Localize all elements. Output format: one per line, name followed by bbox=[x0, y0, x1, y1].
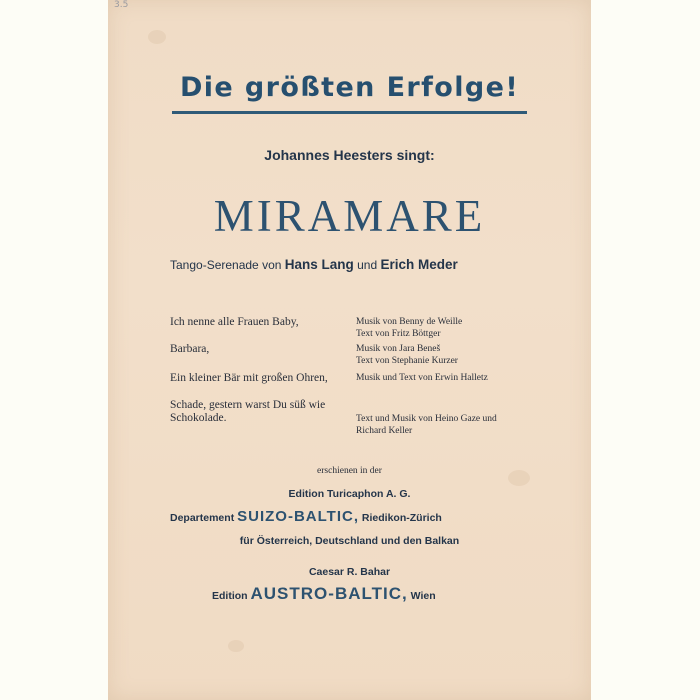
department-line bbox=[170, 508, 590, 526]
sheet-music-cover bbox=[108, 0, 591, 700]
composer-name: Hans Lang bbox=[284, 257, 354, 272]
credit-line: Musik und Text von Erwin Halletz bbox=[356, 373, 488, 383]
credit-line: Musik von Jara Beneš bbox=[356, 344, 441, 354]
song-name: Ich nenne alle Frauen Baby, bbox=[170, 316, 299, 328]
department-prefix: Departement bbox=[170, 512, 238, 524]
subtitle-conjunction: und bbox=[353, 258, 381, 272]
song-credit bbox=[356, 372, 556, 384]
song-name: Barbara, bbox=[170, 343, 210, 355]
song-credit bbox=[356, 343, 531, 367]
edition-prefix: Edition bbox=[212, 590, 251, 602]
edition-name: AUSTRO-BALTIC, bbox=[250, 584, 408, 603]
credit-line: Text von Stephanie Kurzer bbox=[356, 356, 458, 366]
department-place: Riedikon-Zürich bbox=[358, 512, 442, 524]
credit-line: Text von Fritz Böttger bbox=[356, 329, 441, 339]
pencil-mark: 3.5 bbox=[114, 0, 129, 10]
paper-stain bbox=[148, 30, 166, 44]
publisher-name: Caesar R. Bahar bbox=[308, 566, 391, 578]
edition-place: Wien bbox=[407, 590, 436, 602]
distribution-line: für Österreich, Deutschland und den Balkan bbox=[239, 535, 460, 547]
credit-line: Musik von Benny de Weille bbox=[356, 317, 463, 327]
song-credit bbox=[356, 413, 536, 437]
edition-austro-baltic bbox=[212, 584, 592, 604]
song-name: Schade, gestern warst Du süß wie Schokolade. bbox=[170, 399, 326, 424]
paper-stain bbox=[228, 640, 244, 652]
headline-underline bbox=[172, 111, 527, 114]
credit-line: Text und Musik von Heino Gaze und bbox=[356, 414, 497, 424]
song-credit bbox=[356, 316, 531, 340]
publish-note: erschienen in der bbox=[317, 466, 382, 476]
subtitle-prefix: Tango-Serenade von bbox=[170, 258, 285, 272]
department-name: SUIZO-BALTIC, bbox=[237, 508, 359, 525]
credit-line: Richard Keller bbox=[356, 426, 413, 436]
singer-line: Johannes Heesters singt: bbox=[264, 147, 435, 163]
song-title: MIRAMARE bbox=[213, 191, 486, 241]
lyricist-name: Erich Meder bbox=[380, 257, 458, 272]
song-name: Ein kleiner Bär mit großen Ohren, bbox=[170, 372, 328, 384]
edition-turicaphon: Edition Turicaphon A. G. bbox=[288, 488, 411, 500]
headline: Die größten Erfolge! bbox=[179, 72, 520, 103]
subtitle bbox=[170, 257, 458, 272]
